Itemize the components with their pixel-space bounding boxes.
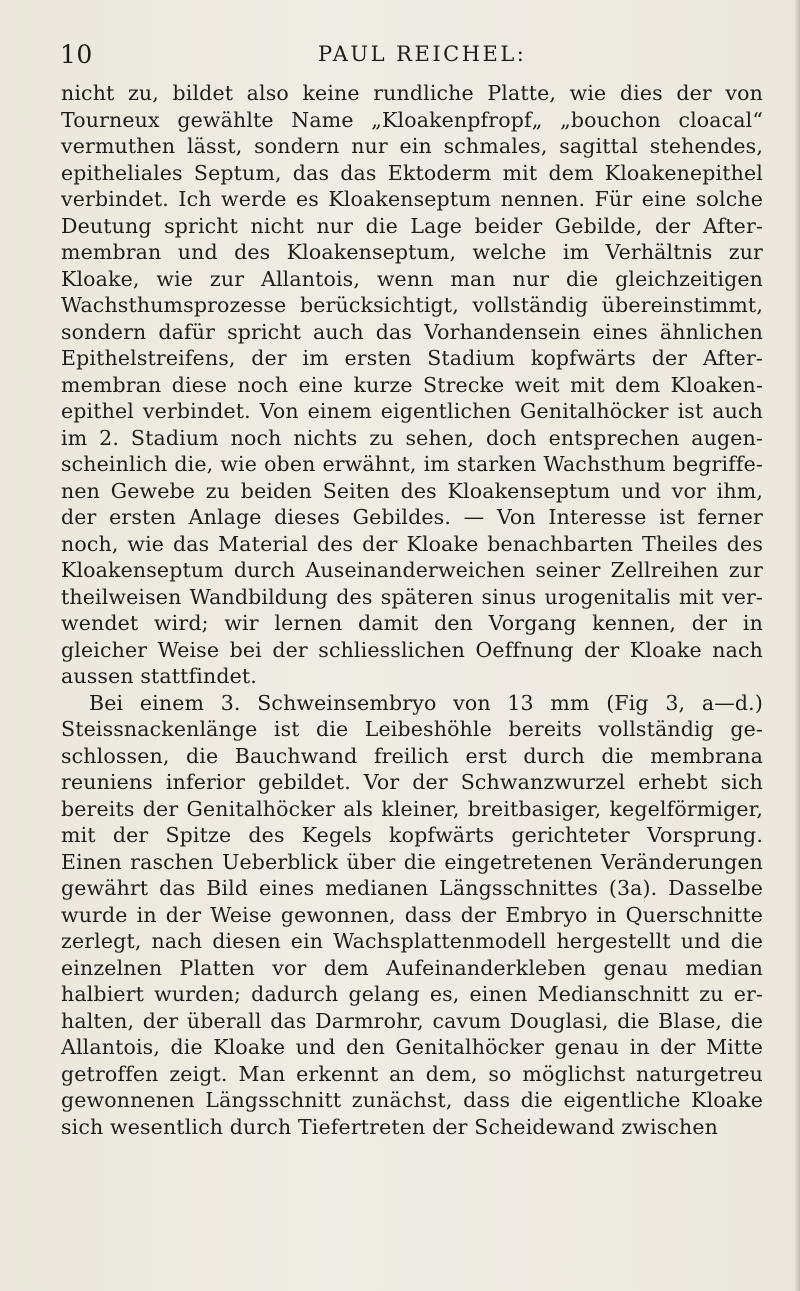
text-line: Kloake, wie zur Allantois, wenn man nur die gleichzeitigen [61, 266, 763, 291]
page-edge-shadow [794, 0, 800, 1291]
text-line: wendet wird; wir lernen damit den Vorgang kennen, der in [61, 611, 763, 635]
text-line: membran diese noch eine kurze Strecke weit mit dem Kloaken- [61, 372, 763, 397]
text-line: Wachsthumsprozesse berücksichtigt, vollständig übereinstimmt, [61, 293, 763, 317]
text-line: Allantois, die Kloake und den Genitalhöcker genau in der Mitte [61, 1035, 763, 1059]
text-line: mit der Spitze des Kegels kopfwärts gerichteter Vorsprung. [61, 823, 763, 847]
text-line: Steissnackenlänge ist die Leibeshöhle bereits vollständig ge- [61, 717, 763, 741]
text-line: Kloakenseptum durch Auseinanderweichen seiner Zellreihen zur [61, 558, 763, 582]
text-line: Deutung spricht nicht nur die Lage beider Gebilde, der After- [61, 213, 763, 238]
text-line: Epithelstreifens, der im ersten Stadium kopfwärts der After- [61, 346, 763, 370]
text-line: theilweisen Wandbildung des späteren sinus urogenitalis mit ver- [61, 584, 763, 609]
text-line: wurde in der Weise gewonnen, dass der Embryo in Querschnitte [61, 902, 763, 927]
text-line: gewonnenen Längsschnitt zunächst, dass die eigentliche Kloake [61, 1088, 763, 1112]
text-line: halbiert wurden; dadurch gelang es, einen Medianschnitt zu er- [61, 982, 763, 1006]
text-line: gewährt das Bild eines medianen Längsschnittes (3a). Dasselbe [61, 876, 763, 900]
text-line: halten, der überall das Darmrohr, cavum Douglasi, die Blase, die [61, 1008, 763, 1033]
text-line: epitheliales Septum, das das Ektoderm mit dem Kloakenepithel [61, 160, 763, 185]
text-line: schlossen, die Bauchwand freilich erst durch die membrana [61, 743, 763, 768]
text-line: nicht zu, bildet also keine rundliche Platte, wie dies der von [61, 81, 763, 105]
text-line: bereits der Genitalhöcker als kleiner, breitbasiger, kegelförmiger, [61, 796, 763, 821]
text-line: Tourneux gewählte Name „Kloakenpfropf„ „bouchon cloacal“ [61, 107, 763, 132]
text-line: vermuthen lässt, sondern nur ein schmales, sagittal stehendes, [61, 134, 763, 158]
page-number: 10 [60, 40, 93, 69]
text-line: membran und des Kloakenseptum, welche im Verhältnis zur [61, 240, 763, 264]
text-line: einzelnen Platten vor dem Aufeinanderkleben genau median [61, 955, 763, 980]
text-line: zerlegt, nach diesen ein Wachsplattenmodell hergestellt und die [61, 929, 763, 953]
text-line: aussen stattfindet. [61, 664, 257, 688]
text-line: scheinlich die, wie oben erwähnt, im starken Wachsthum begriffe- [61, 452, 763, 476]
text-line: epithel verbindet. Von einem eigentlichen Genitalhöcker ist auch [61, 399, 763, 423]
text-line: verbindet. Ich werde es Kloakenseptum nennen. Für eine solche [61, 187, 763, 211]
text-line: gleicher Weise bei der schliesslichen Oeffnung der Kloake nach [61, 637, 763, 662]
text-line: nen Gewebe zu beiden Seiten des Kloakenseptum und vor ihm, [61, 478, 763, 503]
text-line: sich wesentlich durch Tiefertreten der Scheidewand zwischen [61, 1114, 718, 1139]
body-text [61, 80, 763, 1140]
page-header [60, 40, 760, 76]
text-line: sondern dafür spricht auch das Vorhandensein eines ähnlichen [61, 319, 763, 344]
text-line: der ersten Anlage dieses Gebildes. — Von Interesse ist ferner [61, 505, 763, 529]
text-line: Bei einem 3. Schweinsembryo von 13 mm (Fig 3, a—d.) [89, 690, 763, 715]
text-line: getroffen zeigt. Man erkennt an dem, so möglichst naturgetreu [61, 1061, 763, 1086]
text-line: im 2. Stadium noch nichts zu sehen, doch entsprechen augen- [61, 425, 763, 450]
text-line: Einen raschen Ueberblick über die eingetretenen Veränderungen [61, 849, 763, 874]
text-line: reuniens inferior gebildet. Vor der Schwanzwurzel erhebt sich [61, 770, 763, 794]
running-head: PAUL REICHEL: [318, 42, 527, 66]
text-line: noch, wie das Material des der Kloake benachbarten Theiles des [61, 531, 763, 556]
